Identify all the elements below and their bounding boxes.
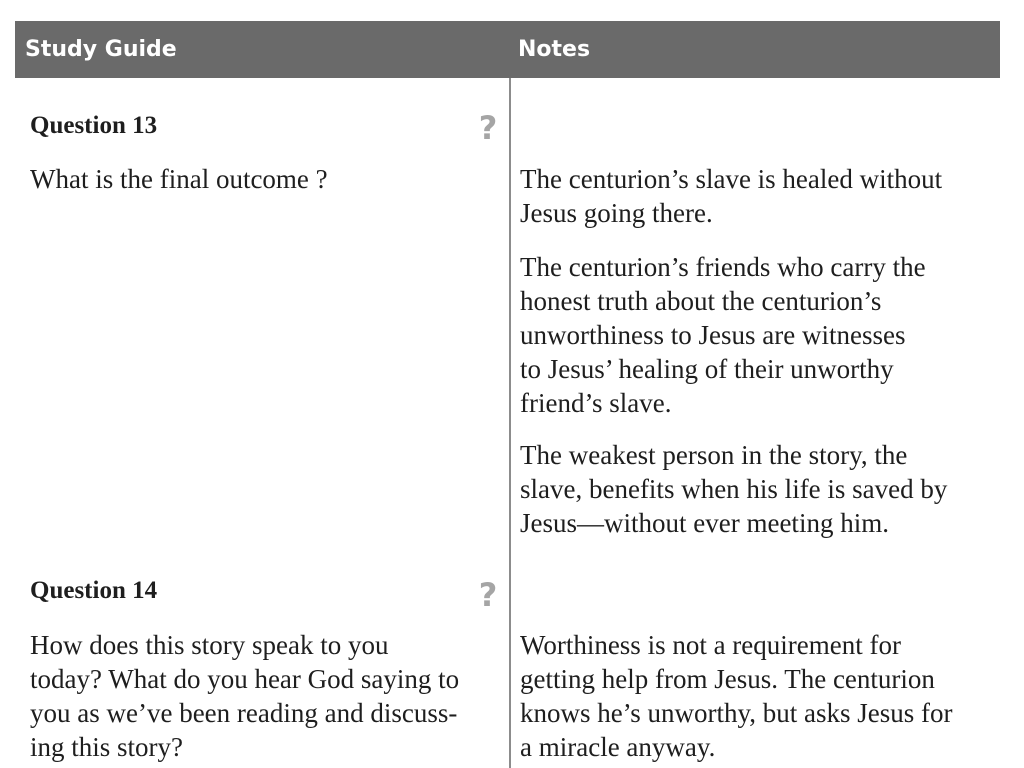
- question-14-heading: Question 14: [30, 577, 158, 604]
- prompt-line: What is the final outcome ?: [30, 164, 328, 194]
- note-line: slave, benefits when his life is saved by: [520, 474, 948, 504]
- note-13-1: [520, 162, 990, 230]
- help-question-mark-icon[interactable]: ?: [478, 576, 498, 614]
- column-divider: [509, 78, 511, 768]
- note-line: a miracle anyway.: [520, 732, 716, 762]
- note-line: The centurion’s friends who carry the: [520, 252, 926, 282]
- prompt-line: you as we’ve been reading and discuss-: [30, 698, 458, 728]
- notes-title: Notes: [518, 37, 591, 62]
- prompt-line: ing this story?: [30, 732, 183, 762]
- note-line: friend’s slave.: [520, 388, 672, 418]
- prompt-line: today? What do you hear God saying to: [30, 664, 460, 694]
- note-line: getting help from Jesus. The centurion: [520, 664, 935, 694]
- question-13-prompt: [30, 162, 500, 196]
- note-line: The weakest person in the story, the: [520, 440, 908, 470]
- help-question-mark-icon[interactable]: ?: [478, 109, 498, 147]
- note-14-1: [520, 628, 990, 764]
- note-line: honest truth about the centurion’s: [520, 286, 882, 316]
- note-line: The centurion’s slave is healed without: [520, 164, 943, 194]
- prompt-line: How does this story speak to you: [30, 630, 389, 660]
- note-13-3: [520, 438, 990, 540]
- study-guide-title: Study Guide: [25, 37, 177, 62]
- note-line: Jesus going there.: [520, 198, 713, 228]
- note-line: to Jesus’ healing of their unworthy: [520, 354, 894, 384]
- note-line: Worthiness is not a requirement for: [520, 630, 901, 660]
- note-line: Jesus—without ever meeting him.: [520, 508, 889, 538]
- question-13-heading: Question 13: [30, 112, 158, 139]
- question-14-prompt: [30, 628, 500, 764]
- note-line: knows he’s unworthy, but asks Jesus for: [520, 698, 953, 728]
- note-13-2: [520, 250, 990, 420]
- note-line: unworthiness to Jesus are witnesses: [520, 320, 906, 350]
